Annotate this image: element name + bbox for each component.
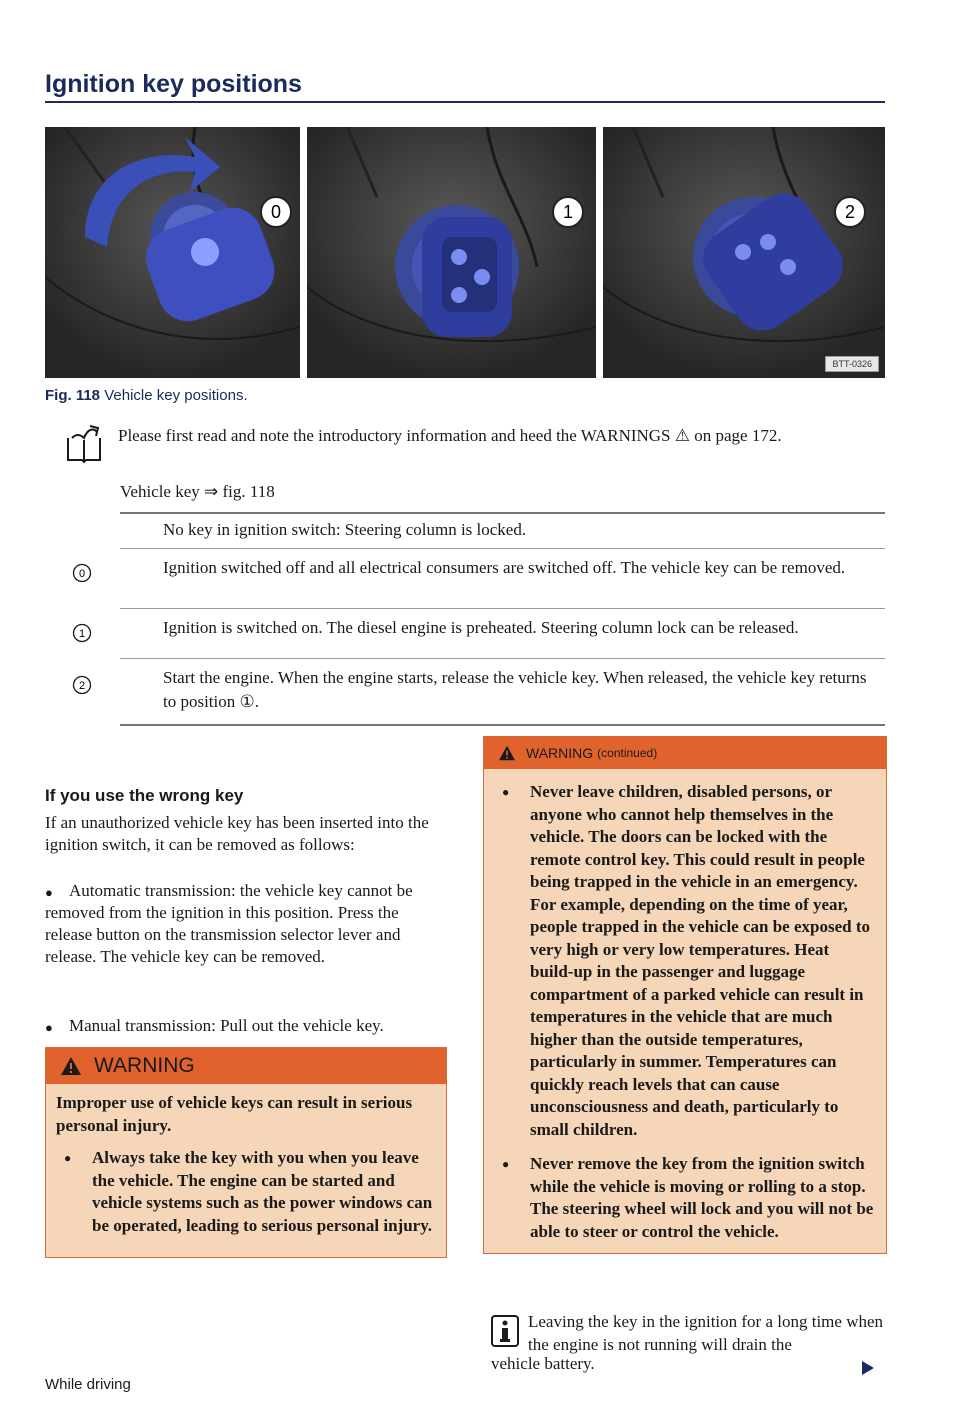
next-page-icon <box>862 1361 874 1375</box>
image-code: BTT-0326 <box>825 356 879 372</box>
table-row-rule <box>120 608 885 609</box>
warning-continued-suffix: (continued) <box>597 746 658 760</box>
photo-position-1 <box>307 127 596 378</box>
position-2-label: 2 <box>844 202 856 222</box>
table-bottom-rule <box>120 724 885 726</box>
figure-text: Vehicle key positions. <box>104 387 248 404</box>
bullet-icon: ● <box>45 885 53 900</box>
warning-box <box>45 1047 447 1258</box>
position-1-icon <box>72 623 92 643</box>
intro-text: Please first read and note the introductory information and heed the WARNINGS ⚠ on page 172. <box>118 426 782 445</box>
manual-transmission-text: Manual transmission: Pull out the vehicle key. <box>69 1016 384 1035</box>
wrong-key-paragraph: If an unauthorized vehicle key has been inserted into the ignition switch, it can be removed as follows: <box>45 813 429 854</box>
warning-label: WARNING <box>94 1054 195 1077</box>
title-rule <box>45 101 885 103</box>
bullet-icon: ● <box>45 1020 53 1035</box>
table-row-rule <box>120 548 885 549</box>
page-title: Ignition key positions <box>45 70 302 98</box>
figure-caption <box>45 387 248 404</box>
warning-continued-header <box>484 737 886 769</box>
info-icon <box>491 1315 519 1347</box>
automatic-transmission-text: Automatic transmission: the vehicle key cannot be removed from the ignition in this position. Press the release button on the transmission selector lever and release. The vehicle key can be removed. <box>45 881 413 966</box>
note-text: Leaving the key in the ignition for a long time when the engine is not running will drain the <box>528 1312 884 1354</box>
warning-bullet: ● Never leave children, disabled persons, or anyone who cannot help themselves in the vehicle. The doors can be locked with the remote control key. This could result in people being trapped in the vehicle in an emergency. For example, depending on the time of year, people trapped in the vehicle can be exposed to very high or very low temperatures. Heat build-up in the passenger and luggage compartment of a parked vehicle can result in temperatures in the vehicle that are much higher than the outside temperatures, particularly in summer. Temperatures can quickly reach levels that can cause unconsciousness and death, particularly to small children. <box>494 781 876 1141</box>
position-0-label: 0 <box>270 202 282 222</box>
table-row: Ignition is switched on. The diesel engine is preheated. Steering column lock can be released. <box>163 618 799 637</box>
table-header-rule <box>120 512 885 514</box>
row-2-pos: 1 <box>78 628 86 640</box>
footer-section: While driving <box>45 1376 131 1393</box>
photo-position-2 <box>603 127 885 378</box>
figure-number: Fig. 118 <box>45 387 101 404</box>
position-2-icon <box>72 675 92 695</box>
table-row-rule <box>120 658 885 659</box>
position-1-label: 1 <box>562 202 574 222</box>
position-2-badge <box>833 195 867 229</box>
position-0-badge <box>259 195 293 229</box>
warning-intro: Improper use of vehicle keys can result in serious personal injury. <box>56 1093 413 1135</box>
table-row: Ignition switched off and all electrical consumers are switched off. The vehicle key can be removed. <box>163 558 846 577</box>
warning-continued-body <box>484 769 886 1253</box>
warning-bullet: ● Always take the key with you when you leave the vehicle. The engine can be started and vehicle systems such as the power windows can be operated, leading to serious personal injury. <box>56 1147 436 1237</box>
warning-continued-label: WARNING <box>526 745 594 761</box>
warning-header <box>46 1048 446 1084</box>
position-0-icon <box>72 563 92 583</box>
warning-body <box>46 1084 446 1257</box>
wrong-key-heading: If you use the wrong key <box>45 786 244 805</box>
table-row: Start the engine. When the engine starts, release the vehicle key. When released, the vehicle key returns to position ①. <box>163 668 867 711</box>
warning-continued-box <box>483 736 887 1254</box>
warning-icon <box>60 1056 82 1076</box>
warning-icon <box>498 745 516 761</box>
table-header: Vehicle key ⇒ fig. 118 <box>120 482 275 501</box>
book-icon <box>64 424 104 464</box>
warning-bullet: ● Never remove the key from the ignition switch while the vehicle is moving or rolling to a stop. The steering wheel will lock and you will not be able to steer or control the vehicle. <box>494 1153 876 1243</box>
row-1-pos: 0 <box>78 568 86 580</box>
table-row: No key in ignition switch: Steering column is locked. <box>163 520 527 539</box>
photo-position-0 <box>45 127 300 378</box>
note-text-cont: vehicle battery. <box>491 1354 595 1373</box>
row-3-pos: 2 <box>78 680 86 692</box>
position-1-badge <box>551 195 585 229</box>
